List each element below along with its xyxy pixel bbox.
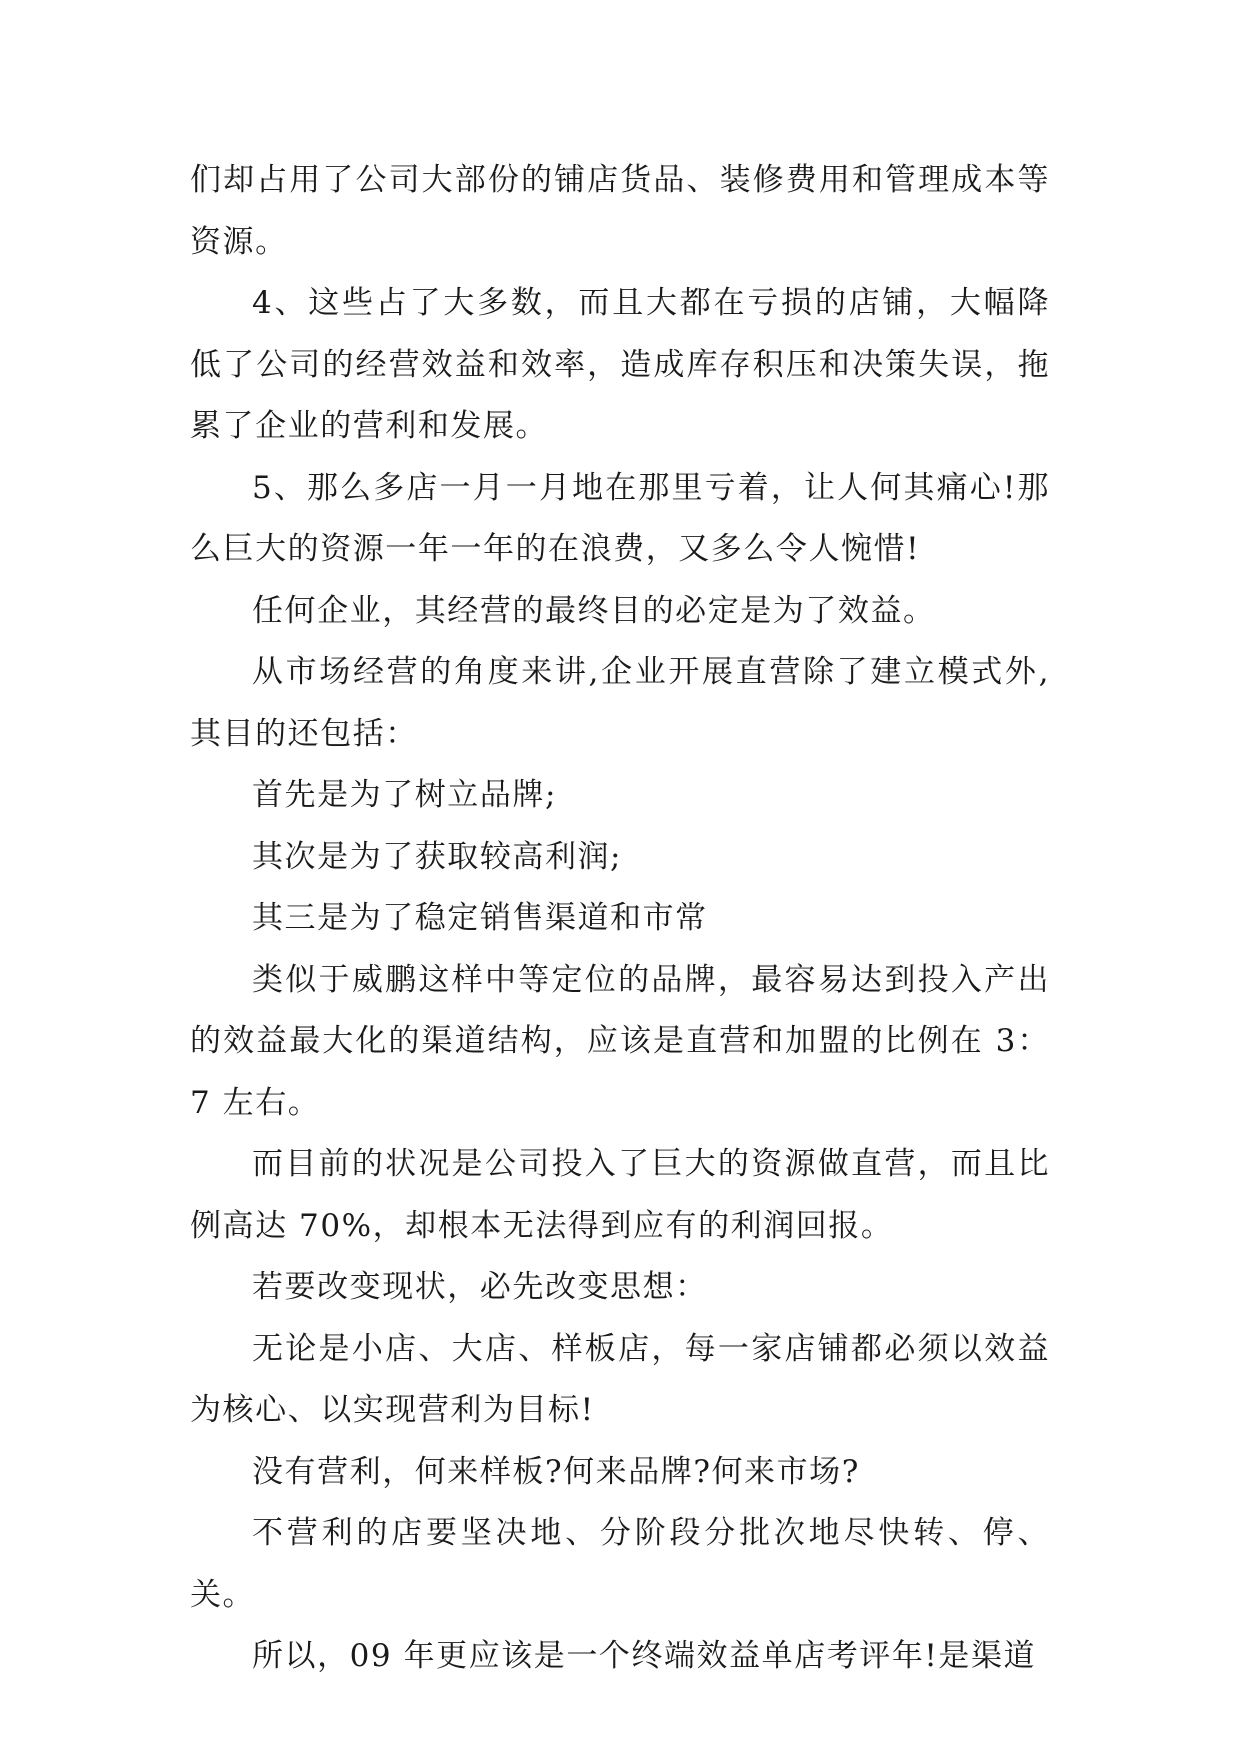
paragraph: 任何企业，其经营的最终目的必定是为了效益。 xyxy=(252,592,936,629)
paragraph: 而目前的状况是公司投入了巨大的资源做直营，而且比例高达 70%，却根本无法得到应有的利润回报。 xyxy=(190,1146,1050,1244)
paragraph: 类似于威鹏这样中等定位的品牌，最容易达到投入产出的效益最大化的渠道结构，应该是直营和加盟的比例在 3：7 左右。 xyxy=(190,961,1050,1121)
paragraph: 5、那么多店一月一月地在那里亏着，让人何其痛心!那么巨大的资源一年一年的在浪费，又多么令人惋惜! xyxy=(190,469,1050,567)
paragraph: 首先是为了树立品牌; xyxy=(252,777,557,813)
paragraph: 4、这些占了大多数，而且大都在亏损的店铺，大幅降低了公司的经营效益和效率，造成库存积压和决策失误，拖累了企业的营利和发展。 xyxy=(190,285,1050,444)
paragraph: 们却占用了公司大部份的铺店货品、装修费用和管理成本等资源。 xyxy=(190,162,1050,260)
paragraph: 无论是小店、大店、样板店，每一家店铺都必须以效益为核心、以实现营利为目标! xyxy=(190,1330,1050,1428)
paragraph: 从市场经营的角度来讲,企业开展直营除了建立模式外,其目的还包括： xyxy=(190,654,1050,752)
paragraph: 所以，09 年更应该是一个终端效益单店考评年!是渠道 xyxy=(252,1638,1037,1674)
paragraph: 其三是为了稳定销售渠道和市常 xyxy=(252,900,708,936)
paragraph: 没有营利，何来样板?何来品牌?何来市场? xyxy=(252,1453,860,1490)
paragraph: 若要改变现状，必先改变思想： xyxy=(252,1269,708,1305)
paragraph: 其次是为了获取较高利润; xyxy=(252,838,623,875)
document-body xyxy=(190,150,1050,1688)
paragraph: 不营利的店要坚决地、分阶段分批次地尽快转、停、关。 xyxy=(190,1515,1050,1613)
